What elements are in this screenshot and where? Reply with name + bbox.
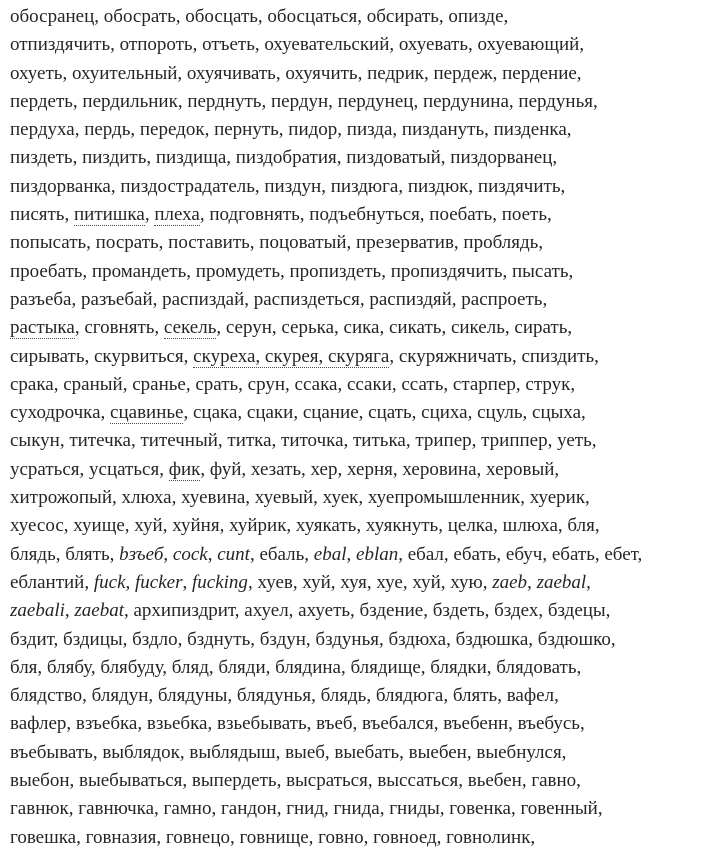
text-line bbox=[10, 512, 700, 540]
text-line bbox=[10, 3, 700, 31]
linked-term[interactable]: растыка bbox=[10, 317, 75, 339]
text-run: , bbox=[163, 543, 173, 565]
text-run: , bbox=[125, 571, 136, 593]
text-line bbox=[10, 371, 700, 399]
text-line bbox=[10, 427, 700, 455]
text-run: вафлер, взъебка, взьебка, взьебывать, въеб, въебался, въебенн, въебусь, bbox=[10, 713, 585, 735]
text-line bbox=[10, 314, 700, 342]
text-run: , bbox=[64, 600, 75, 622]
text-run: попысать, посрать, поставить, поцоватый, презерватив, проблядь, bbox=[10, 232, 544, 254]
text-run: бля, блябу, блябуду, бляд, бляди, блядина, блядище, блядки, блядовать, bbox=[10, 656, 582, 678]
text-run: хитрожопый, хлюха, хуевина, хуевый, хуек, хуепромышленник, хуерик, bbox=[10, 487, 590, 509]
text-run: , сцака, сцаки, сцание, сцать, сциха, сцуль, сцыха, bbox=[183, 402, 586, 424]
text-line bbox=[10, 258, 700, 286]
word-list bbox=[10, 3, 700, 851]
foreign-term: eblan bbox=[356, 543, 399, 565]
text-run: , архипиздрит, ахуел, ахуеть, бздение, бздеть, бздех, бздецы, bbox=[124, 600, 611, 622]
text-run: , ебаль, bbox=[249, 543, 314, 565]
text-line bbox=[10, 626, 700, 654]
text-line bbox=[10, 229, 700, 257]
text-run: , bbox=[346, 543, 357, 565]
linked-term[interactable]: скуреха, скурея, скуряга bbox=[193, 345, 390, 367]
text-run: пиздеть, пиздить, пиздища, пиздобратия, пиздоватый, пиздорванец, bbox=[10, 147, 558, 169]
text-line bbox=[10, 31, 700, 59]
text-run: сирывать, скурвиться, bbox=[10, 345, 194, 367]
text-line bbox=[10, 484, 700, 512]
text-line bbox=[10, 541, 700, 569]
linked-term[interactable]: питишка bbox=[73, 204, 145, 226]
text-run: разъеба, разъебай, распиздай, распиздеться, распиздяй, распроеть, bbox=[10, 288, 548, 310]
text-line bbox=[10, 767, 700, 795]
text-run: отпиздячить, отпороть, отъеть, охуевательский, охуевать, охуевающий, bbox=[10, 34, 585, 56]
text-run: бздит, бздицы, бздло, бзднуть, бздун, бздунья, бздюха, бздюшка, бздюшко, bbox=[10, 628, 616, 650]
text-line bbox=[10, 286, 700, 314]
text-run: , хуев, хуй, хуя, хуе, хуй, хую, bbox=[247, 571, 493, 593]
text-run: блядство, блядун, блядуны, блядунья, блядь, блядюга, блять, вафел, bbox=[10, 685, 559, 707]
text-run: , фуй, хезать, хер, херня, херовина, херовый, bbox=[200, 458, 560, 480]
foreign-term: zaebali bbox=[10, 600, 65, 622]
foreign-term: bзъеб bbox=[119, 543, 164, 565]
text-run: , bbox=[527, 571, 537, 593]
text-line bbox=[10, 399, 700, 427]
text-line bbox=[10, 60, 700, 88]
text-run: , серун, серька, сика, сикать, сикель, сирать, bbox=[216, 317, 573, 339]
text-run: , ебал, ебать, ебуч, ебать, ебет, bbox=[398, 543, 643, 565]
text-run: гавнюк, гавнючка, гамно, гандон, гнид, гнида, гниды, говенка, говенный, bbox=[10, 798, 603, 820]
text-line bbox=[10, 456, 700, 484]
text-line bbox=[10, 569, 700, 597]
foreign-term: cock bbox=[172, 543, 208, 565]
text-run: писять, bbox=[10, 204, 74, 226]
foreign-term: cunt bbox=[217, 543, 250, 565]
text-line bbox=[10, 682, 700, 710]
text-run: говешка, говназия, говнецо, говнище, говно, говноед, говнолинк, bbox=[10, 826, 536, 848]
text-run: въебывать, выблядок, выблядыш, выеб, выебать, выебен, выебнулся, bbox=[10, 741, 567, 763]
linked-term[interactable]: секель bbox=[163, 317, 217, 339]
text-run: пиздорванка, пиздострадатель, пиздун, пиздюга, пиздюк, пиздячить, bbox=[10, 175, 566, 197]
text-run: суходрочка, bbox=[10, 402, 111, 424]
text-run: , bbox=[144, 204, 155, 226]
foreign-term: zaeb bbox=[492, 571, 528, 593]
text-run: блядь, блять, bbox=[10, 543, 120, 565]
linked-term[interactable]: фик bbox=[168, 458, 201, 480]
foreign-term: ebal bbox=[313, 543, 347, 565]
text-run: обосранец, обосрать, обосцать, обосцаться, обсирать, опизде, bbox=[10, 6, 509, 27]
foreign-term: fucker bbox=[135, 571, 183, 593]
text-line bbox=[10, 116, 700, 144]
text-line bbox=[10, 173, 700, 201]
foreign-term: zaebal bbox=[536, 571, 587, 593]
text-run: , bbox=[182, 571, 192, 593]
text-line bbox=[10, 343, 700, 371]
text-line bbox=[10, 795, 700, 823]
text-run: выебон, выебываться, выпердеть, высраться, выссаться, вьебен, гавно, bbox=[10, 770, 581, 792]
text-run: сыкун, титечка, титечный, титка, титочка, титька, трипер, триппер, уеть, bbox=[10, 430, 597, 452]
text-line bbox=[10, 88, 700, 116]
foreign-term: fucking bbox=[192, 571, 248, 593]
foreign-term: fuck bbox=[93, 571, 126, 593]
text-line bbox=[10, 201, 700, 229]
text-run: охуеть, охуительный, охуячивать, охуячить, педрик, пердеж, пердение, bbox=[10, 62, 582, 84]
text-run: пердеть, пердильник, перднуть, пердун, пердунец, пердунина, пердунья, bbox=[10, 90, 598, 112]
text-run: срака, сраный, сранье, срать, срун, ссака, ссаки, ссать, старпер, струк, bbox=[10, 373, 576, 395]
text-run: , bbox=[586, 571, 591, 593]
text-run: еблантий, bbox=[10, 571, 94, 593]
text-run: , сговнять, bbox=[74, 317, 164, 339]
text-line bbox=[10, 710, 700, 738]
text-run: пердуха, пердь, передок, пернуть, пидор, пизда, пиздануть, пизденка, bbox=[10, 119, 572, 141]
text-run: , скуряжничать, спиздить, bbox=[389, 345, 599, 367]
text-line bbox=[10, 824, 700, 851]
text-line bbox=[10, 739, 700, 767]
text-run: усраться, усцаться, bbox=[10, 458, 169, 480]
linked-term[interactable]: сцавинье bbox=[110, 402, 184, 424]
text-line bbox=[10, 144, 700, 172]
text-run: , подговнять, подъебнуться, поебать, поеть, bbox=[199, 204, 552, 226]
text-line bbox=[10, 654, 700, 682]
text-run: проебать, промандеть, промудеть, пропиздеть, пропиздячить, пысать, bbox=[10, 260, 574, 282]
text-run: , bbox=[207, 543, 218, 565]
foreign-term: zaebat bbox=[74, 600, 124, 622]
text-run: хуесос, хуище, хуй, хуйня, хуйрик, хуякать, хуякнуть, целка, шлюха, бля, bbox=[10, 515, 600, 537]
linked-term[interactable]: плеха bbox=[154, 204, 200, 226]
text-line bbox=[10, 597, 700, 625]
